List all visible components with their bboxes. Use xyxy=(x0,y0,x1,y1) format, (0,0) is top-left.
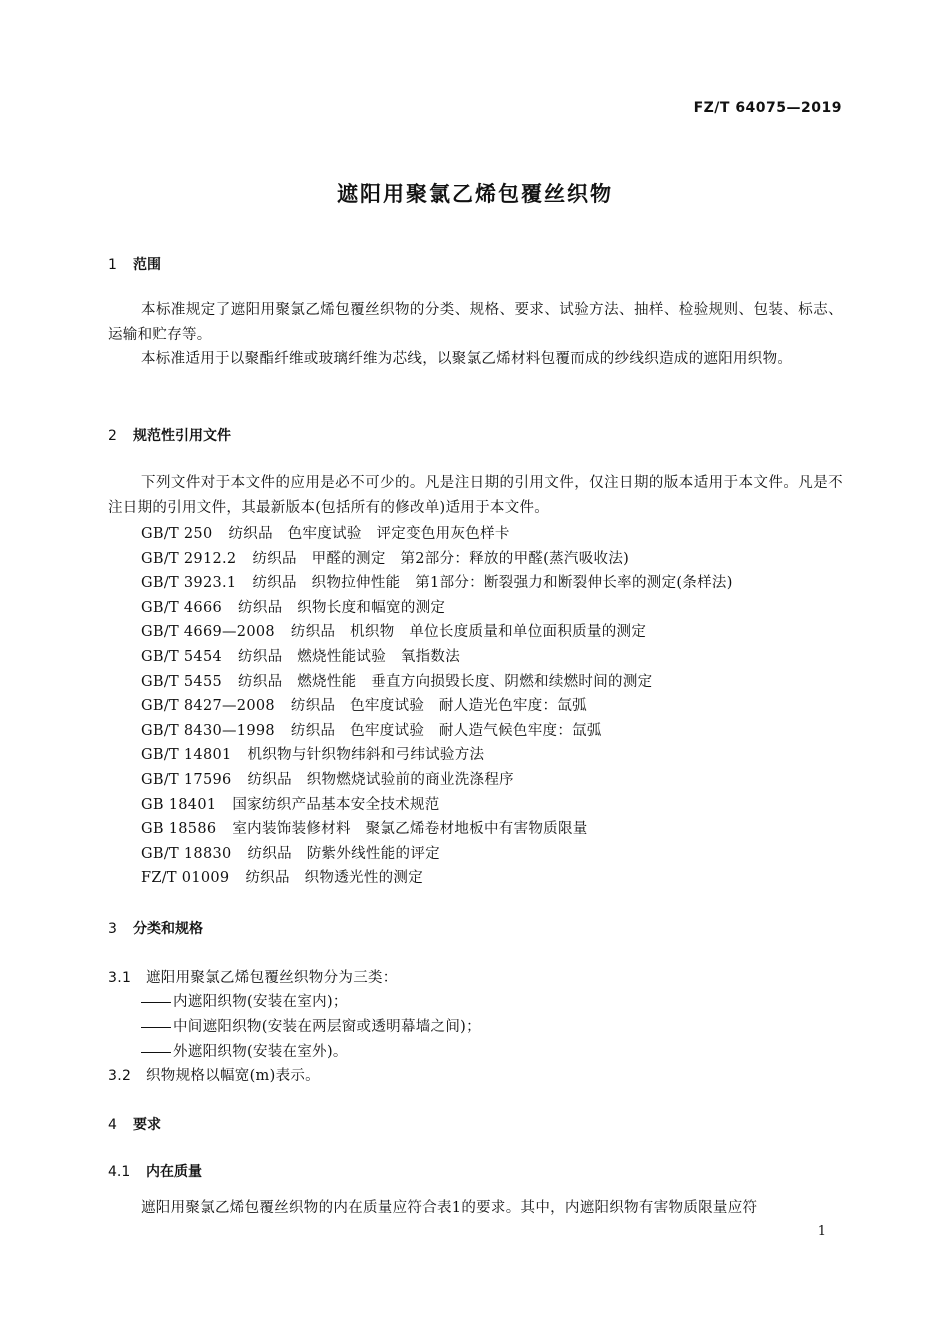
reference-title: 纺织品 织物长度和幅宽的测定 xyxy=(238,599,446,616)
scope-paragraph-1: 本标准规定了遮阳用聚氯乙烯包覆丝织物的分类、规格、要求、试验方法、抽样、检验规则、包装、标志、运输和贮存等。 xyxy=(108,302,843,343)
item-text: 外遮阳织物(安装在室外)。 xyxy=(173,1044,348,1060)
clause-3-2 xyxy=(108,1064,320,1085)
item-text: 中间遮阳织物(安装在两层窗或透明幕墙之间)； xyxy=(173,1019,481,1035)
reference-title: 纺织品 织物拉伸性能 第1部分：断裂强力和断裂伸长率的测定(条样法) xyxy=(252,575,733,592)
reference-code: GB/T 2912.2 xyxy=(141,550,237,567)
reference-code: FZ/T 01009 xyxy=(141,870,230,887)
section-number: 4 xyxy=(108,1117,117,1133)
page-number: 1 xyxy=(817,1224,826,1239)
reference-code: GB/T 17596 xyxy=(141,772,232,788)
reference-code: GB/T 14801 xyxy=(141,747,232,764)
reference-code: GB/T 3923.1 xyxy=(141,575,237,592)
document-title: 遮阳用聚氯乙烯包覆丝织物 xyxy=(337,182,613,206)
reference-entry xyxy=(141,596,445,617)
reference-title: 纺织品 色牢度试验 耐人造气候色牢度：氙弧 xyxy=(290,722,602,739)
clause-3-1 xyxy=(108,966,398,987)
section-title: 规范性引用文件 xyxy=(133,428,231,444)
reference-entry xyxy=(141,817,588,838)
reference-title: 纺织品 织物透光性的测定 xyxy=(245,870,424,887)
reference-title: 机织物与针织物纬斜和弓纬试验方法 xyxy=(247,747,485,764)
reference-title: 纺织品 防紫外线性能的评定 xyxy=(247,845,440,862)
item-text: 内遮阳织物(安装在室内)； xyxy=(173,994,348,1010)
section-title: 范围 xyxy=(133,257,161,273)
reference-entry xyxy=(141,620,646,641)
dash-marker xyxy=(141,1002,171,1003)
reference-entry xyxy=(141,719,602,740)
reference-title: 纺织品 织物燃烧试验前的商业洗涤程序 xyxy=(247,772,514,788)
section-1-heading xyxy=(108,254,161,274)
reference-title: 纺织品 甲醛的测定 第2部分：释放的甲醛(蒸汽吸收法) xyxy=(252,550,630,567)
intrinsic-quality-paragraph: 遮阳用聚氯乙烯包覆丝织物的内在质量应符合表1的要求。其中，内遮阳织物有害物质限量应符 xyxy=(141,1200,758,1216)
reference-entry xyxy=(141,547,629,568)
reference-title: 纺织品 燃烧性能试验 氧指数法 xyxy=(238,649,461,665)
reference-title: 国家纺织产品基本安全技术规范 xyxy=(232,796,440,813)
scope-paragraph-2: 本标准适用于以聚酯纤维或玻璃纤维为芯线，以聚氯乙烯材料包覆而成的纱线织造成的遮阳用织物。 xyxy=(141,351,793,367)
reference-entry xyxy=(141,670,652,691)
section-title: 分类和规格 xyxy=(133,921,203,937)
reference-title: 纺织品 色牢度试验 评定变色用灰色样卡 xyxy=(228,526,510,542)
section-4-heading xyxy=(108,1114,161,1134)
reference-entry xyxy=(141,645,460,666)
section-title: 要求 xyxy=(133,1117,161,1133)
section-3-heading xyxy=(108,918,203,938)
reference-entry xyxy=(141,522,510,543)
reference-code: GB/T 5455 xyxy=(141,673,223,690)
reference-code: GB/T 4669—2008 xyxy=(141,624,275,641)
reference-entry xyxy=(141,694,587,715)
reference-code: GB 18586 xyxy=(141,821,217,838)
dash-marker xyxy=(141,1052,171,1053)
reference-code: GB/T 8427—2008 xyxy=(141,698,275,715)
section-number: 1 xyxy=(108,257,117,273)
clause-4-1-heading xyxy=(108,1161,202,1181)
section-2-heading xyxy=(108,425,231,445)
classification-item xyxy=(141,990,348,1011)
clause-number: 4.1 xyxy=(108,1164,131,1180)
reference-code: GB/T 250 xyxy=(141,526,213,542)
reference-code: GB/T 5454 xyxy=(141,649,223,665)
clause-number: 3.1 xyxy=(108,970,132,986)
reference-entry xyxy=(141,793,440,814)
reference-code: GB/T 8430—1998 xyxy=(141,722,275,739)
reference-entry xyxy=(141,571,733,592)
references-intro: 下列文件对于本文件的应用是必不可少的。凡是注日期的引用文件，仅注日期的版本适用于本文件。凡是不注日期的引用文件，其最新版本(包括所有的修改单)适用于本文件。 xyxy=(108,475,843,516)
reference-entry xyxy=(141,768,514,789)
reference-entry xyxy=(141,743,484,764)
reference-code: GB/T 18830 xyxy=(141,845,232,862)
classification-item xyxy=(141,1040,348,1061)
clause-text: 遮阳用聚氯乙烯包覆丝织物分为三类： xyxy=(146,970,398,986)
reference-title: 纺织品 色牢度试验 耐人造光色牢度：氙弧 xyxy=(290,698,587,715)
reference-code: GB 18401 xyxy=(141,796,217,813)
reference-entry xyxy=(141,866,423,887)
standard-number: FZ/T 64075—2019 xyxy=(693,100,842,116)
reference-title: 纺织品 燃烧性能 垂直方向损毁长度、阴燃和续燃时间的测定 xyxy=(238,673,653,690)
reference-title: 室内装饰装修材料 聚氯乙烯卷材地板中有害物质限量 xyxy=(232,821,588,838)
reference-entry xyxy=(141,842,440,863)
classification-item xyxy=(141,1015,481,1036)
section-number: 2 xyxy=(108,428,117,444)
clause-text: 织物规格以幅宽(m)表示。 xyxy=(146,1068,320,1084)
clause-number: 3.2 xyxy=(108,1068,132,1084)
reference-code: GB/T 4666 xyxy=(141,599,223,616)
dash-marker xyxy=(141,1027,171,1028)
clause-title: 内在质量 xyxy=(146,1164,202,1180)
reference-title: 纺织品 机织物 单位长度质量和单位面积质量的测定 xyxy=(290,624,647,641)
section-number: 3 xyxy=(108,921,117,937)
